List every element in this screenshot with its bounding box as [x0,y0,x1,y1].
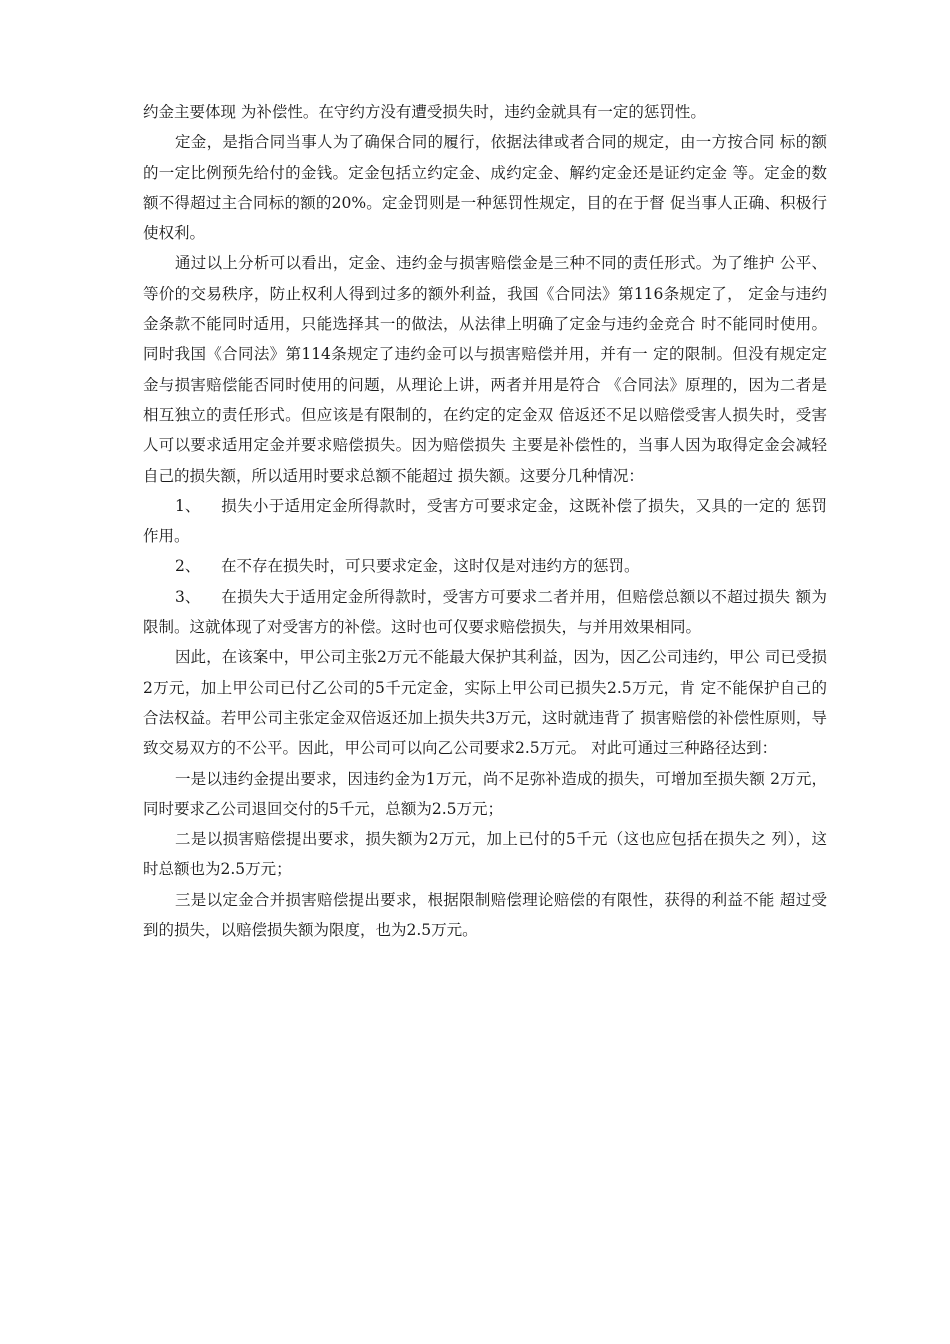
list-item-2 [143,551,827,581]
paragraph-deposit-definition: 定金，是指合同当事人为了确保合同的履行，依据法律或者合同的规定，由一方按合同 标的额的一定比例预先给付的金钱。定金包括立约定金、成约定金、解约定金还是证约定金 等。定金的数额不得超过主合同标的额的20%。定金罚则是一种惩罚性规定，目的在于督 促当事人正确、积极行使权利。 [143,133,827,243]
list-number: 2、 [175,557,201,576]
list-number: 3、 [175,587,201,606]
paragraph-continuation: 约金主要体现 为补偿性。在守约方没有遭受损失时，违约金就具有一定的惩罚性。 [143,103,706,121]
paragraph-path-one: 一是以违约金提出要求，因违约金为1万元，尚不足弥补造成的损失，可增加至损失额 2万元，同时要求乙公司退回交付的5千元，总额为2.5万元； [143,769,827,818]
document-body [143,97,827,945]
list-item-1 [143,491,827,552]
paragraph-path-three: 三是以定金合并损害赔偿提出要求，根据限制赔偿理论赔偿的有限性，获得的利益不能 超过受到的损失，以赔偿损失额为限度，也为2.5万元。 [143,890,827,940]
list-item-3 [143,582,827,643]
list-item-text: 在不存在损失时，可只要求定金，这时仅是对违约方的惩罚。 [221,557,640,576]
paragraph-case-conclusion: 因此，在该案中，甲公司主张2万元不能最大保护其利益，因为，因乙公司违约，甲公 司已受损2万元，加上甲公司已付乙公司的5千元定金，实际上甲公司已损失2.5万元，肯 定不能保护自己的合法权益。若甲公司主张定金双倍返还加上损失共3万元，这时就违背了 损害赔偿的补偿性原则，导致交易双方的不公平。因此，甲公司可以向乙公司要求2.5万元。 对此可通过三种路径达到： [143,648,827,758]
list-number: 1、 [175,496,201,515]
list-item-text: 在损失大于适用定金所得款时，受害方可要求二者并用，但赔偿总额以不超过损失 额为限制。这就体现了对受害方的补偿。这时也可仅要求赔偿损失，与并用效果相同。 [143,587,827,637]
list-item-text: 损失小于适用定金所得款时，受害方可要求定金，这既补偿了损失，又具的一定的 惩罚作用。 [143,496,827,546]
paragraph-analysis: 通过以上分析可以看出，定金、违约金与损害赔偿金是三种不同的责任形式。为了维护 公平、等价的交易秩序，防止权利人得到过多的额外利益，我国《合同法》第116条规定了， 定金与违约金条款不能同时适用，只能选择其一的做法，从法律上明确了定金与违约金竞合 时不能同时使用。同时我国《合同法》第114条规定了违约金可以与损害赔偿并用，并有一 定的限制。但没有规定定金与损害赔偿能否同时使用的问题，从理论上讲，两者并用是符合 《合同法》原理的，因为二者是相互独立的责任形式。但应该是有限制的，在约定的定金双 倍返还不足以赔偿受害人损失时，受害人可以要求适用定金并要求赔偿损失。因为赔偿损失 主要是补偿性的，当事人因为取得定金会减轻自己的损失额，所以适用时要求总额不能超过 损失额。这要分几种情况： [143,254,827,485]
paragraph-path-two: 二是以损害赔偿提出要求，损失额为2万元，加上已付的5千元（这也应包括在损失之 列），这时总额也为2.5万元； [143,830,827,879]
